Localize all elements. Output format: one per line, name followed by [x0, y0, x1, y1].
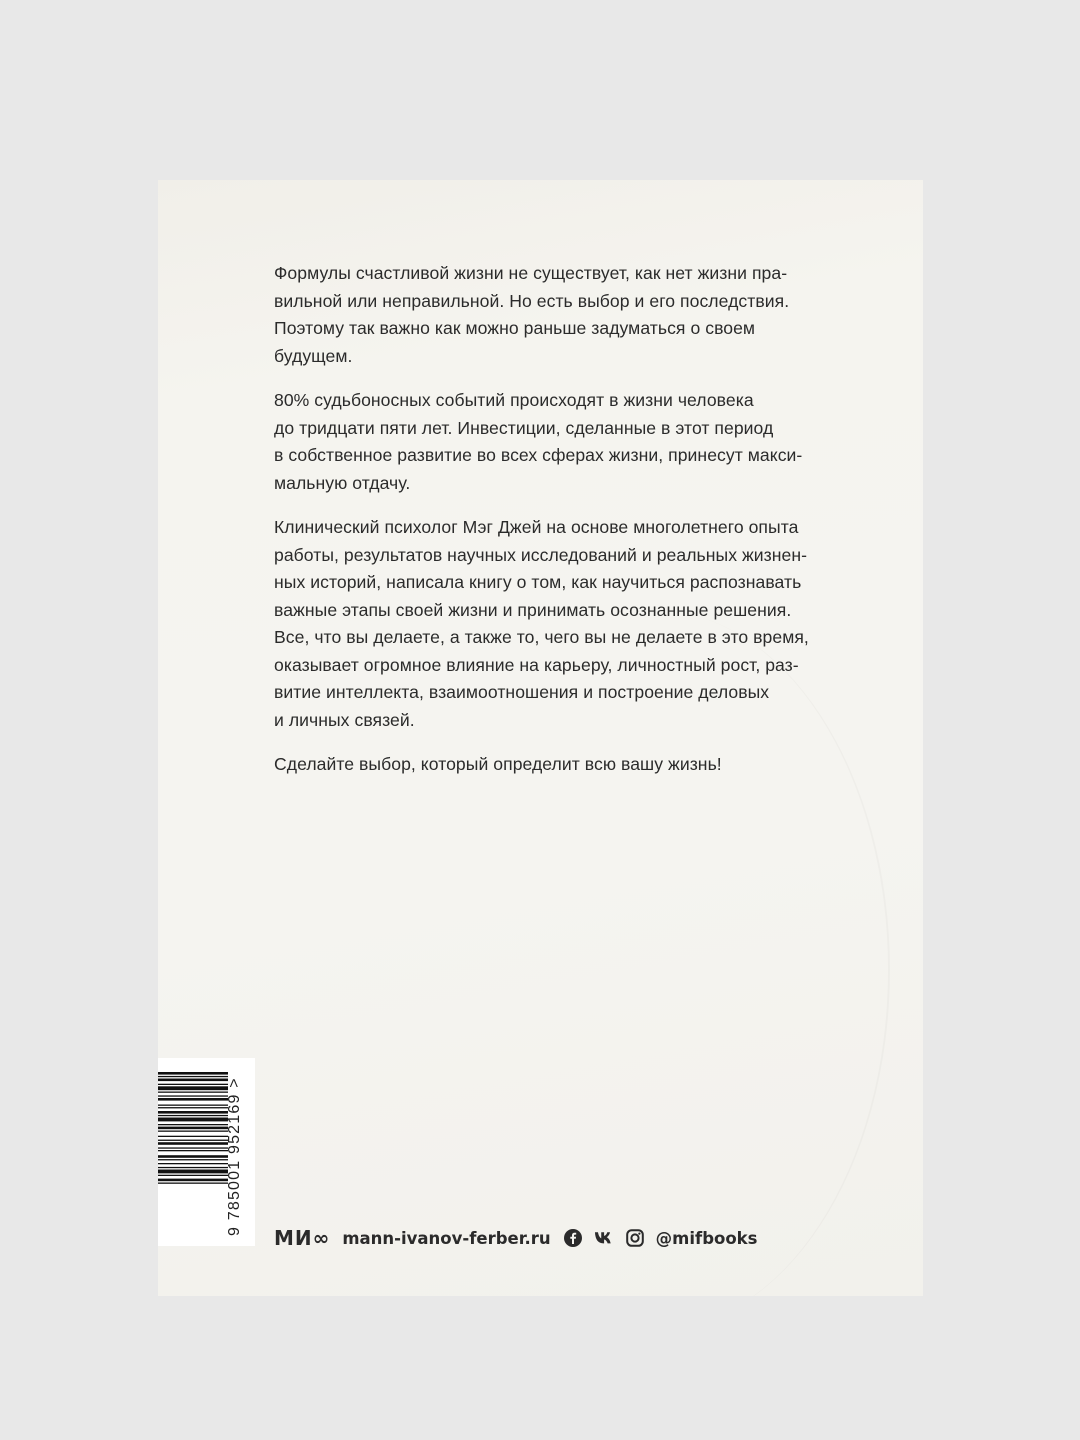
blurb-line: работы, результатов научных исследований и реальных жизнен- — [274, 544, 808, 565]
instagram-icon — [625, 1228, 645, 1248]
blurb-line: витие интеллекта, взаимоотношения и построение деловых — [274, 682, 770, 702]
book-back-cover — [158, 180, 923, 1296]
vk-icon — [594, 1228, 614, 1248]
publisher-logo: МИ∞ — [274, 1226, 331, 1250]
blurb-text — [274, 260, 819, 796]
blurb-line: в собственное развитие во всех сферах жизни, принесут макси- — [274, 445, 803, 465]
facebook-icon — [563, 1228, 583, 1248]
blurb-paragraph-3 — [274, 514, 819, 734]
isbn-number: 9 785001 952169 > — [226, 1077, 243, 1236]
blurb-paragraph-1 — [274, 260, 819, 370]
blurb-line: ных историй, написала книгу о том, как научиться распознавать — [274, 572, 802, 592]
barcode-bars — [158, 1072, 228, 1222]
publisher-footer — [274, 1224, 757, 1252]
blurb-line: мальную отдачу. — [274, 472, 411, 493]
blurb-line: Клинический психолог Мэг Джей на основе многолетнего опыта — [274, 517, 799, 537]
blurb-line: Поэтому так важно как можно раньше задуматься о своем — [274, 318, 756, 338]
blurb-line: Сделайте выбор, который определит всю вашу жизнь! — [274, 754, 722, 774]
isbn-barcode — [158, 1058, 255, 1246]
blurb-line: вильной или неправильной. Но есть выбор и его последствия. — [274, 290, 790, 311]
social-handle: @mifbooks — [655, 1228, 758, 1248]
blurb-line: до тридцати пяти лет. Инвестиции, сделанные в этот период — [274, 417, 774, 438]
blurb-line: Все, что вы делаете, а также то, чего вы не делаете в это время, — [274, 627, 809, 647]
blurb-line: и личных связей. — [274, 709, 415, 730]
blurb-line: важные этапы своей жизни и принимать осознанные решения. — [274, 599, 792, 620]
blurb-line: Формулы счастливой жизни не существует, как нет жизни пра- — [274, 263, 788, 283]
blurb-line: 80% судьбоносных событий происходят в жизни человека — [274, 390, 754, 410]
blurb-paragraph-4 — [274, 751, 819, 779]
publisher-website: mann-ivanov-ferber.ru — [342, 1228, 551, 1248]
blurb-line: оказывает огромное влияние на карьеру, личностный рост, раз- — [274, 654, 799, 675]
blurb-line: будущем. — [274, 345, 353, 366]
blurb-paragraph-2 — [274, 387, 819, 497]
